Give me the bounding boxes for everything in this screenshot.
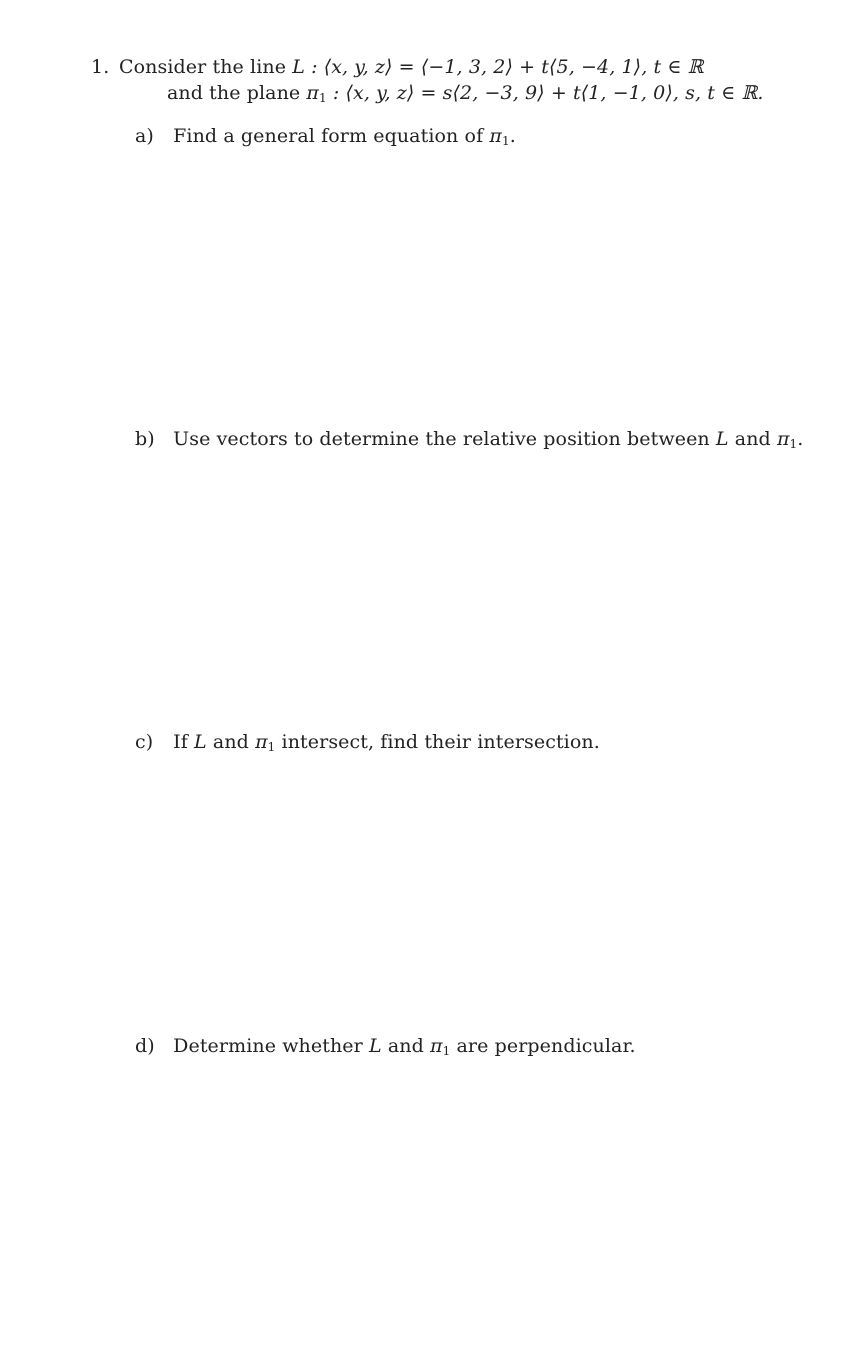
part-c-tail: intersect, find their intersection. (281, 731, 600, 753)
part-b-text: Use vectors to determine the relative position between (173, 428, 710, 450)
part-a-plane (489, 125, 509, 147)
plane-subscript: 1 (319, 91, 327, 105)
part-a-tail: . (509, 125, 516, 147)
question-number (91, 55, 109, 79)
part-b-label: b) (135, 428, 155, 450)
line-equation: : ⟨x, y, z⟩ = ⟨−1, 3, 2⟩ + t⟨5, −4, 1⟩, t ∈ ℝ (311, 56, 704, 78)
part-d-text: Determine whether (173, 1035, 363, 1057)
part-c (135, 730, 600, 754)
part-a-plane-subscript: 1 (501, 134, 510, 148)
question-number-label: 1. (91, 56, 110, 78)
part-a-text: Find a general form equation of (173, 125, 484, 147)
part-c-plane-symbol: π (255, 731, 268, 753)
part-a-plane-symbol: π (489, 125, 502, 147)
line-name: L (292, 56, 305, 78)
question-line-definition (119, 55, 704, 79)
part-c-line-symbol: L (194, 731, 207, 753)
part-d-plane-symbol: π (430, 1035, 443, 1057)
part-b-line-symbol: L (715, 428, 729, 450)
part-c-plane (255, 731, 275, 753)
part-d-tail: are perpendicular. (456, 1035, 636, 1057)
part-c-plane-subscript: 1 (267, 740, 276, 754)
part-d (135, 1034, 636, 1058)
plane-intro-text: and the plane (167, 82, 301, 104)
plane-symbol: π (306, 82, 320, 104)
part-d-label: d) (135, 1035, 155, 1057)
part-a-label: a) (135, 125, 154, 147)
part-b-mid: and (734, 428, 771, 450)
part-a (135, 124, 516, 148)
part-b-tail: . (797, 428, 804, 450)
part-c-text-start: If (173, 731, 188, 753)
plane-equation: : ⟨x, y, z⟩ = s⟨2, −3, 9⟩ + t⟨1, −1, 0⟩, s, t ∈ ℝ. (332, 82, 764, 104)
part-c-label: c) (135, 731, 154, 753)
part-d-line-symbol: L (368, 1035, 382, 1057)
part-d-mid: and (387, 1035, 424, 1057)
part-c-mid: and (212, 731, 249, 753)
part-d-plane (430, 1035, 450, 1057)
question-intro-text: Consider the line (119, 56, 287, 78)
part-d-plane-subscript: 1 (442, 1044, 451, 1058)
part-b-plane-symbol: π (776, 428, 790, 450)
question-plane-definition (167, 81, 764, 105)
part-b (135, 427, 803, 451)
part-b-plane-subscript: 1 (789, 437, 798, 451)
part-b-plane (777, 428, 797, 450)
plane-name (306, 82, 326, 104)
